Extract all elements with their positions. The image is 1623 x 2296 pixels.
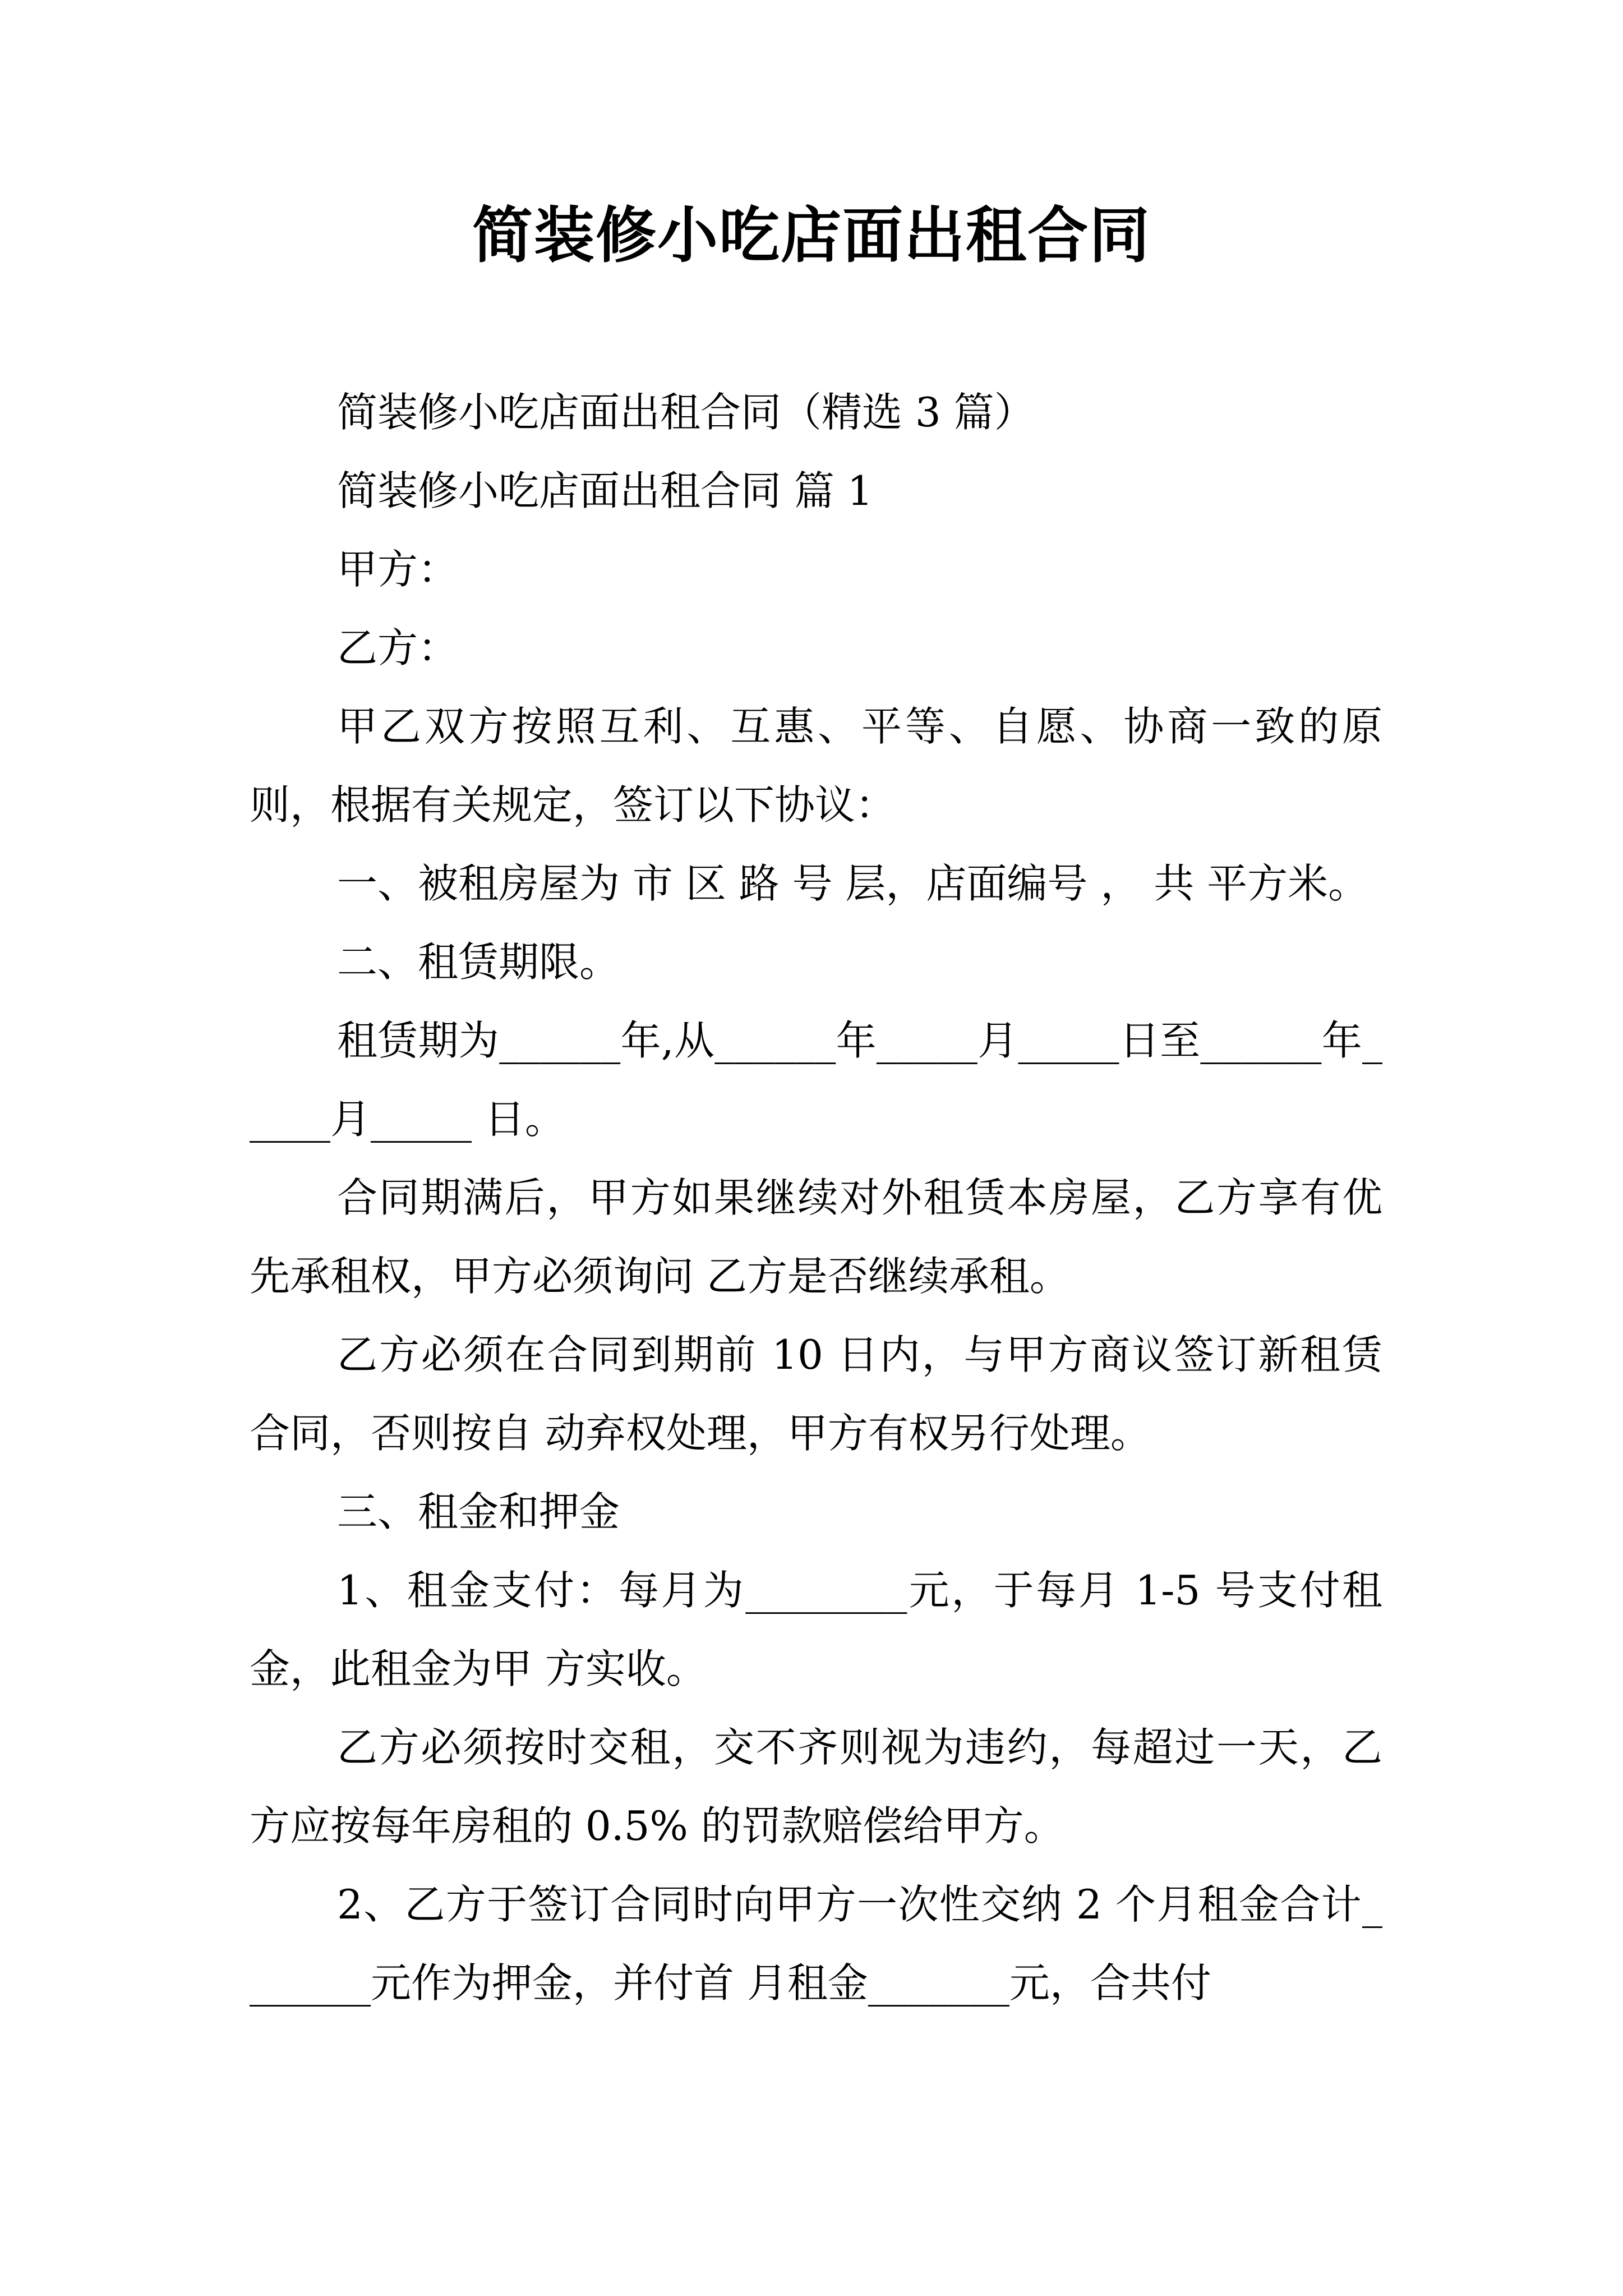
paragraph-lease-term: 租赁期为______年,从______年_____月_____日至______年_____月_____ 日。 (250, 1017, 1382, 1143)
paragraph-late-penalty: 乙方必须按时交租，交不齐则视为违约，每超过一天，乙方应按每年房租的 0.5% 的罚款赔偿给甲方。 (250, 1724, 1382, 1849)
paragraph-renewal-deadline: 乙方必须在合同到期前 10 日内，与甲方商议签订新租赁合同，否则按自 动弃权处理，甲方有权另行处理。 (250, 1331, 1382, 1457)
paragraph-party-b: 乙方： (337, 624, 459, 671)
paragraph-preamble: 甲乙双方按照互利、互惠、平等、自愿、协商一致的原则，根据有关规定，签订以下协议： (250, 703, 1382, 829)
paragraph-rent-payment: 1、租金支付：每月为________元，于每月 1-5 号支付租金，此租金为甲 方实收。 (250, 1567, 1382, 1692)
document-body (250, 373, 1382, 2022)
paragraph-clause-3-heading: 三、租金和押金 (337, 1488, 620, 1535)
paragraph-party-a: 甲方： (337, 546, 459, 593)
paragraph-subtitle: 简装修小吃店面出租合同（精选 3 篇） (337, 389, 1035, 436)
paragraph-section-heading: 简装修小吃店面出租合同 篇 1 (337, 467, 873, 514)
paragraph-clause-2-heading: 二、租赁期限。 (337, 938, 620, 986)
document-title: 简装修小吃店面出租合同 (472, 200, 1151, 271)
paragraph-renewal: 合同期满后，甲方如果继续对外租赁本房屋，乙方享有优先承租权，甲方必须询问 乙方是否继续承租。 (250, 1174, 1382, 1300)
paragraph-clause-1: 一、被租房屋为 市 区 路 号 层，店面编号 ， 共 平方米。 (337, 860, 1369, 907)
paragraph-deposit: 2、乙方于签订合同时向甲方一次性交纳 2 个月租金合计_______元作为押金，并付首 月租金_______元，合共付 (250, 1881, 1382, 2007)
